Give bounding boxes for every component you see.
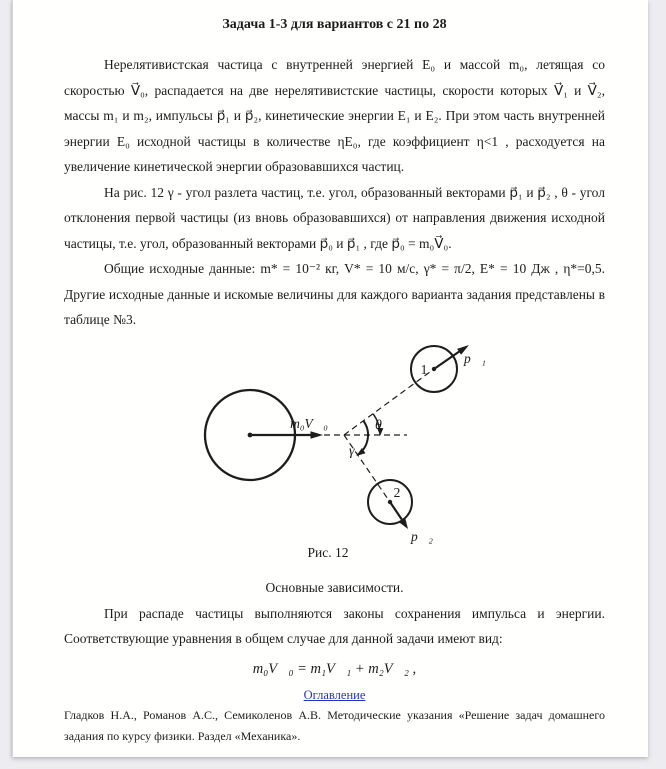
label-gamma: γ	[349, 443, 355, 459]
toc-link[interactable]: Оглавление	[303, 687, 366, 702]
label-particle2: 2	[393, 484, 401, 500]
figure-12	[196, 335, 496, 567]
toc-link-row	[64, 687, 605, 703]
label-p1: p⃗₁	[464, 350, 486, 366]
section-heading: Основные зависимости.	[265, 579, 404, 595]
label-theta: θ	[375, 417, 382, 433]
paragraph-figure-description: На рис. 12 γ - угол разлета частиц, т.е. угол, образованный векторами p⃗₁ и p⃗₂ , θ - угол отклонения первой частицы (из вновь образовавшихся) от направления движения исходной частицы, т.е. угол, образованный векторами p⃗₀ и p⃗₁ , где p⃗₀ = m₀V⃗₀.	[64, 184, 605, 251]
decay-diagram	[196, 335, 496, 567]
paragraph-common-data: Общие исходные данные: m* = 10⁻² кг, V* = 10 м/с, γ* = π/2, E* = 10 Дж , η*=0,5. Другие исходные данные и искомые величины для каждого варианта задания представлены в таблице №3.	[64, 261, 605, 327]
label-particle1: 1	[420, 361, 428, 377]
paragraph-conservation-laws: При распаде частицы выполняются законы сохранения импульса и энергии. Соответствующие уравнения в общем случае для данной задачи имеют вид:	[64, 605, 605, 646]
label-p2: p⃗₂	[411, 528, 433, 544]
initial-momentum-arrowhead-icon	[311, 431, 324, 439]
document-page	[12, 0, 648, 757]
dashed-line-to-particle1	[344, 369, 434, 435]
doc-title: Задача 1-3 для вариантов с 21 по 28	[222, 17, 447, 32]
momentum-conservation-equation: m₀V⃗₀ = m₁V⃗₁ + m₂V⃗₂ ,	[252, 660, 417, 677]
paragraph-problem-statement: Нерелятивистская частица с внутренней энергией E₀ и массой m₀, летящая со скоростью V⃗₀, распадается на две нерелятивистские частицы, скорости которых V⃗₁ и V⃗₂, массы m₁ и m₂, импульсы p⃗₁ и p⃗₂, кинетические энергии E₁ и E₂. При этом часть внутренней энергии E₀ исходной частицы в количестве ηE₀, где коэффициент η<1 , расходуется на увеличение кинетической энергии образовавшихся частиц.	[64, 57, 605, 174]
p2-momentum-arrow	[390, 502, 403, 521]
figure-caption: Рис. 12	[307, 544, 349, 560]
label-m0v0: m₀V⃗₀	[290, 415, 328, 431]
bibliographic-reference: Гладков Н.А., Романов А.С., Семиколенов А.В. Методические указания «Решение задач домашнего задания по курсу физики. Раздел «Механика».	[64, 707, 605, 743]
